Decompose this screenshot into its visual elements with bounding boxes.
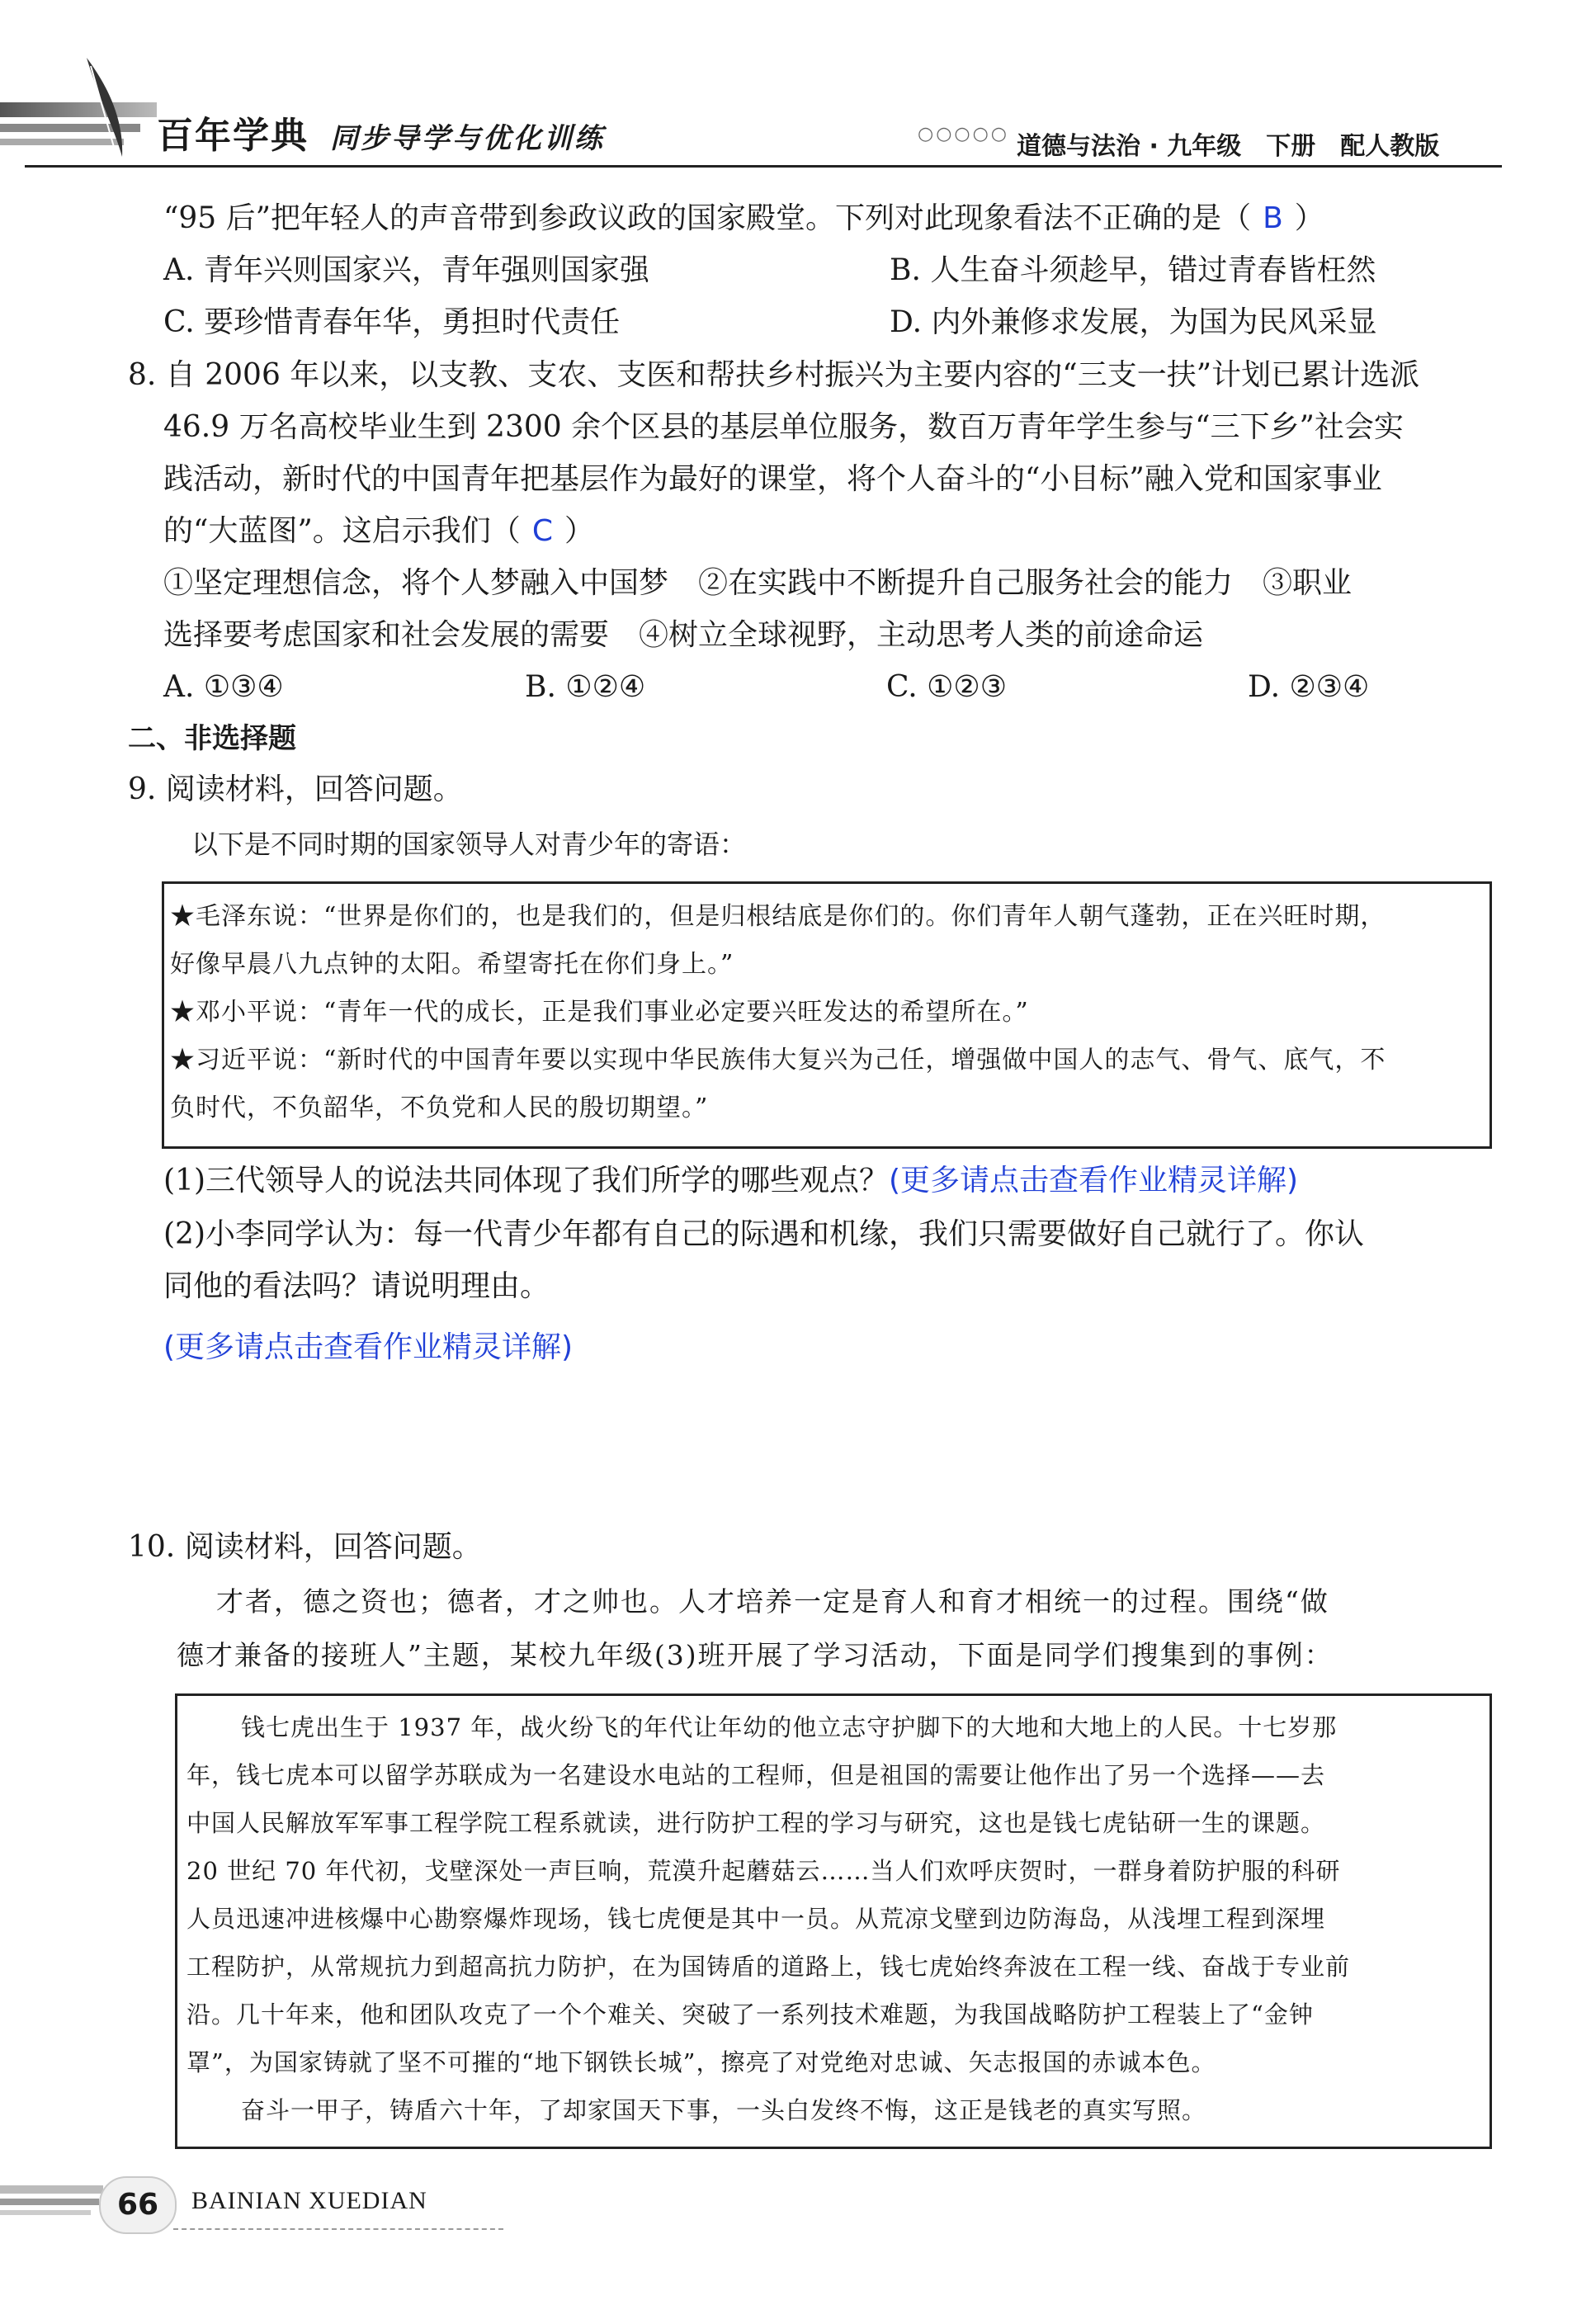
q8-answer: C (531, 514, 553, 548)
q10-story-line-1: 钱七虎出生于 1937 年，战火纷飞的年代让年幼的他立志守护脚下的大地和大地上的人民。十七岁那 (241, 1713, 1338, 1741)
q10-title: 10. 阅读材料，回答问题。 (128, 1530, 482, 1564)
q8-statements-1: ①坚定理想信念，将个人梦融入中国梦 ②在实践中不断提升自己服务社会的能力 ③职业 (163, 566, 1353, 600)
q9-sub2-line-1: (2)小李同学认为：每一代青少年都有自己的际遇和机缘，我们只需要做好自己就行了。你认 (163, 1217, 1364, 1251)
footer-divider (173, 2228, 503, 2230)
q9-sub2-line-2: 同他的看法吗？请说明理由。 (163, 1269, 550, 1303)
q8-option-d: D. ②③④ (1248, 670, 1370, 704)
q8-option-c: C. ①②③ (886, 670, 1007, 704)
brand-title: 百年学典 (157, 115, 309, 157)
footer-stripes (0, 2170, 107, 2237)
q10-story-line-9: 奋斗一甲子，铸盾六十年，了却家国天下事，一头白发终不悔，这正是钱老的真实写照。 (241, 2096, 1207, 2124)
q10-story-line-4: 20 世纪 70 年代初，戈壁深处一声巨响，荒漠升起蘑菇云……当人们欢呼庆贺时，一群身着防护服的科研 (186, 1857, 1341, 1885)
q9-quote-4: ★习近平说：“新时代的中国青年要以实现中华民族伟大复兴为己任，增强做中国人的志气、骨气、底气，不 (170, 1046, 1386, 1075)
q8-line-2: 46.9 万名高校毕业生到 2300 余个区县的基层单位服务，数百万青年学生参与“三下乡”社会实 (163, 410, 1404, 444)
q10-intro-2: 德才兼备的接班人”主题，某校九年级(3)班开展了学习活动，下面是同学们搜集到的事例： (177, 1639, 1334, 1671)
q9-sub2-link[interactable]: (更多请点击查看作业精灵详解) (163, 1330, 574, 1364)
q8-line-3: 践活动，新时代的中国青年把基层作为最好的课堂，将个人奋斗的“小目标”融入党和国家事业 (163, 462, 1382, 496)
q9-quote-1: ★毛泽东说：“世界是你们的，也是我们的，但是归根结底是你们的。你们青年人朝气蓬勃，正在兴旺时期， (170, 902, 1386, 931)
q9-quote-3: ★邓小平说：“青年一代的成长，正是我们事业必定要兴旺发达的希望所在。” (170, 998, 1029, 1027)
q10-story-line-3: 中国人民解放军军事工程学院工程系就读，进行防护工程的学习与研究，这也是钱七虎钻研一生的课题。 (186, 1809, 1326, 1837)
q10-story-line-6: 工程防护，从常规抗力到超高抗力防护，在为国铸盾的道路上，钱七虎始终奔波在工程一线、奋战于专业前 (186, 1953, 1351, 1981)
subject-label: 道德与法治 · 九年级 下册 配人教版 (1017, 132, 1440, 161)
brand-subtitle: 同步导学与优化训练 (330, 122, 605, 155)
q8-statements-2: 选择要考虑国家和社会发展的需要 ④树立全球视野，主动思考人类的前途命运 (163, 618, 1204, 652)
page-number: 66 (99, 2176, 177, 2234)
header-dots: ○○○○○ (918, 124, 1009, 144)
q10-story-line-2: 年，钱七虎本可以留学苏联成为一名建设水电站的工程师，但是祖国的需要让他作出了另一个选择——去 (186, 1761, 1326, 1789)
q10-intro-1: 才者，德之资也；德者，才之帅也。人才培养一定是育人和育才相统一的过程。围绕“做 (216, 1585, 1329, 1618)
q7-option-d: D. 内外兼修求发展，为国为民风采显 (890, 305, 1377, 339)
footer-brand: BAINIAN XUEDIAN (191, 2187, 427, 2214)
q9-quote-5: 负时代，不负韶华，不负党和人民的殷切期望。” (170, 1094, 709, 1122)
q10-story-line-5: 人员迅速冲进核爆中心勘察爆炸现场，钱七虎便是其中一员。从荒凉戈壁到边防海岛，从浅埋工程到深埋 (186, 1905, 1326, 1933)
q9-quote-2: 好像早晨八九点钟的太阳。希望寄托在你们身上。” (170, 950, 734, 979)
q9-sub1: (1)三代领导人的说法共同体现了我们所学的哪些观点？(更多请点击查看作业精灵详解) (163, 1164, 1299, 1197)
q8-line-1: 8. 自 2006 年以来，以支教、支农、支医和帮扶乡村振兴为主要内容的“三支一扶”计划已累计选派 (128, 358, 1420, 392)
q7-option-b: B. 人生奋斗须趁早，错过青春皆枉然 (890, 253, 1376, 287)
q7-answer: B (1263, 201, 1283, 235)
q7-option-c: C. 要珍惜青春年华，勇担时代责任 (163, 305, 621, 339)
section-title: 二、非选择题 (128, 722, 296, 755)
q9-sub1-link[interactable]: (更多请点击查看作业精灵详解) (889, 1164, 1299, 1197)
q7-option-a: A. 青年兴则国家兴，青年强则国家强 (163, 253, 649, 287)
q8-option-a: A. ①③④ (163, 670, 284, 704)
q8-line-4: 的“大蓝图”。这启示我们（ C ） (163, 514, 594, 548)
q8-option-b: B. ①②④ (525, 670, 646, 704)
q9-intro: 以下是不同时期的国家领导人对青少年的寄语： (191, 829, 747, 860)
q7-stem: “95 后”把年轻人的声音带到参政议政的国家殿堂。下列对此现象看法不正确的是（ B ） (163, 201, 1324, 235)
q10-story-line-8: 罩”，为国家铸就了坚不可摧的“地下钢铁长城”，擦亮了对党绝对忠诚、矢志报国的赤诚本色。 (186, 2048, 1216, 2076)
header-divider (25, 165, 1502, 168)
q10-story-line-7: 沿。几十年来，他和团队攻克了一个个难关、突破了一系列技术难题，为我国战略防护工程装上了“金钟 (186, 2000, 1314, 2029)
q9-title: 9. 阅读材料，回答问题。 (128, 772, 463, 806)
